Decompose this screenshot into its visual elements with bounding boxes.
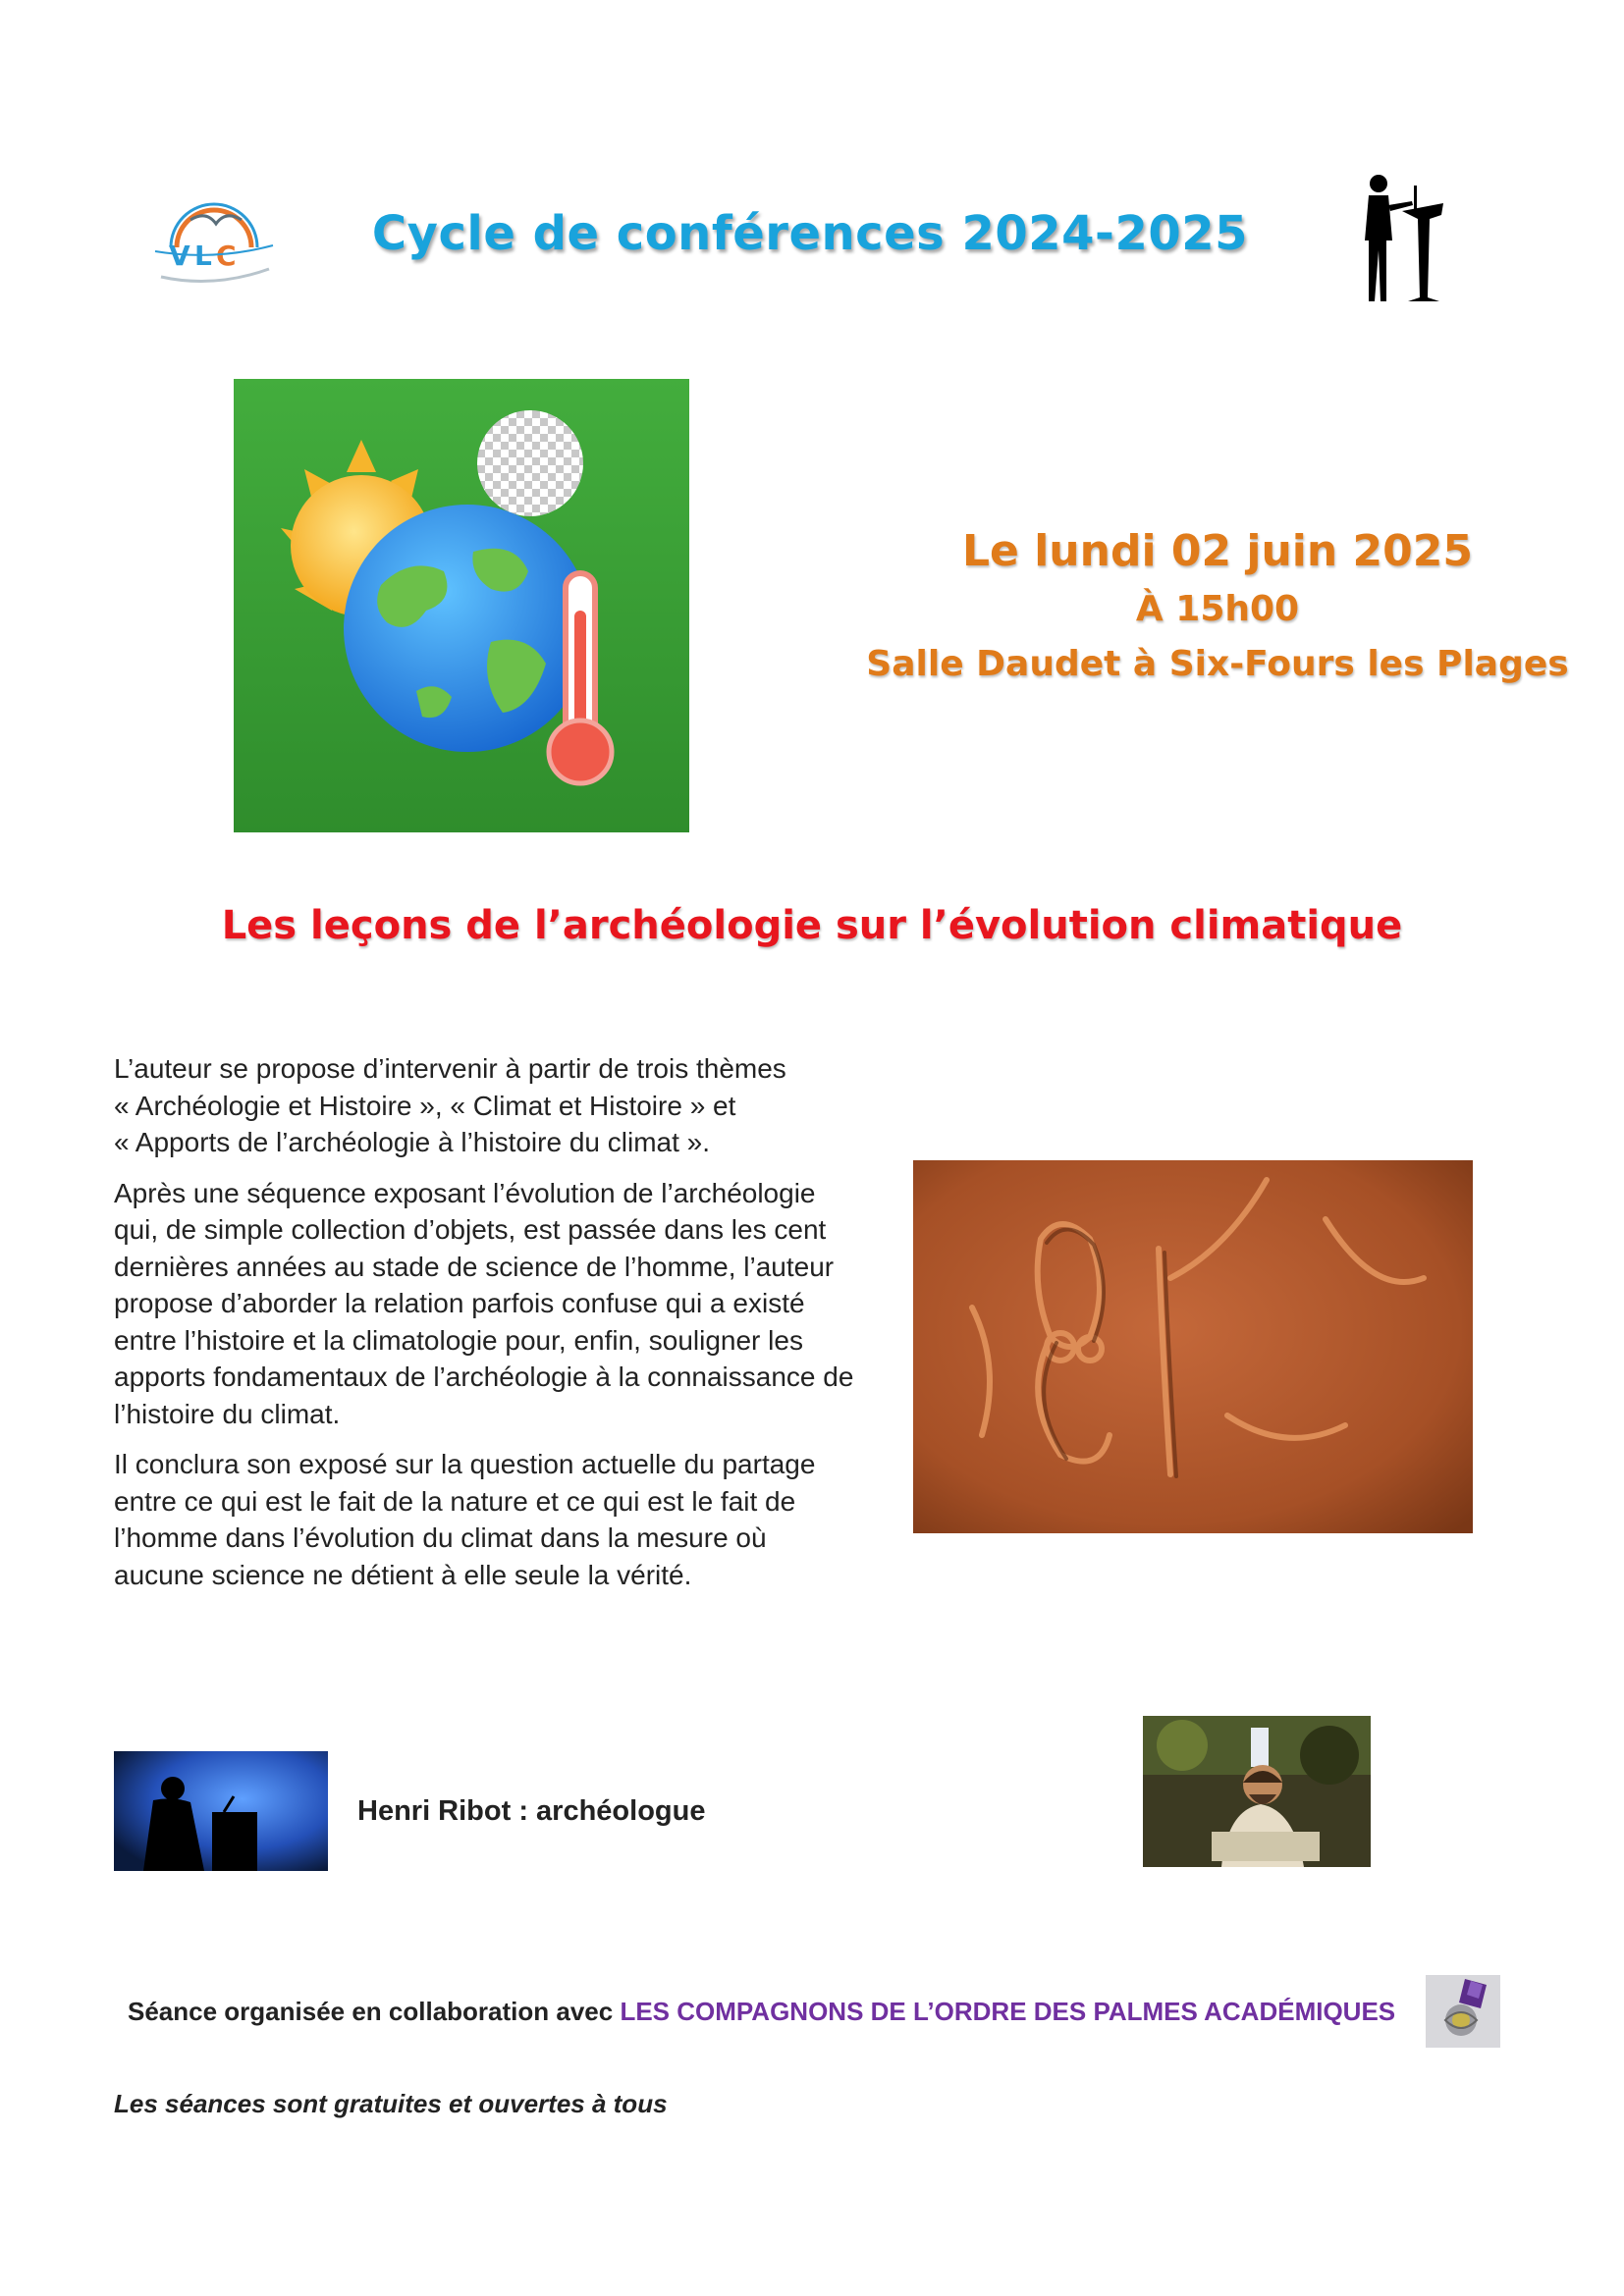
speaker-photo <box>1143 1716 1371 1867</box>
paragraph-conclusion: Il conclura son exposé sur la question actuelle du partage entre ce qui est le fait de la nature et ce qui est le fait de l’homme dans l’évolution du climat dans la mesure où aucune science ne détient à elle seule la vérité. <box>114 1449 816 1590</box>
collaboration-organization: LES COMPAGNONS DE L’ORDRE DES PALMES ACADÉMIQUES <box>620 1997 1396 2026</box>
collaboration-prefix: Séance organisée en collaboration avec <box>128 1997 621 2026</box>
speaker-name: Henri Ribot : archéologue <box>357 1795 706 1827</box>
podium-speaker-icon <box>1357 172 1445 305</box>
event-place: Salle Daudet à Six-Fours les Plages <box>866 644 1569 684</box>
event-time: À 15h00 <box>1135 589 1300 629</box>
vlc-logo-icon <box>147 187 281 291</box>
svg-text:L: L <box>194 240 212 272</box>
svg-text:V: V <box>169 240 190 272</box>
collaboration-line <box>128 1997 1395 2027</box>
page-title: Cycle de conférences 2024-2025 <box>371 206 1249 261</box>
conference-title: Les leçons de l’archéologie sur l’évolution climatique <box>221 903 1403 948</box>
climate-illustration <box>234 379 689 832</box>
paragraph-sequence: Après une séquence exposant l’évolution de l’archéologie qui, de simple collection d’objets, est passée dans les cent dernières années au stade de science de l’homme, l’auteur propose d’aborder la relation parfois confuse qui a existé entre l’histoire et la climatologie pour, enfin, souligner les apports fondamentaux de l’archéologie à la connaissance de l’histoire du climat. <box>114 1177 854 1429</box>
rock-art-photo <box>913 1160 1473 1533</box>
svg-text:C: C <box>216 240 237 272</box>
event-date: Le lundi 02 juin 2025 <box>962 526 1473 576</box>
free-entry-note: Les séances sont gratuites et ouvertes à tous <box>114 2089 668 2118</box>
speaker-silhouette-photo <box>114 1751 328 1871</box>
description <box>114 1050 880 1607</box>
paragraph-themes: L’auteur se propose d’intervenir à partir de trois thèmes « Archéologie et Histoire », « Climat et Histoire » et « Apports de l’archéologie à l’histoire du climat ». <box>114 1053 786 1157</box>
palmes-academiques-medal-icon <box>1426 1975 1500 2048</box>
